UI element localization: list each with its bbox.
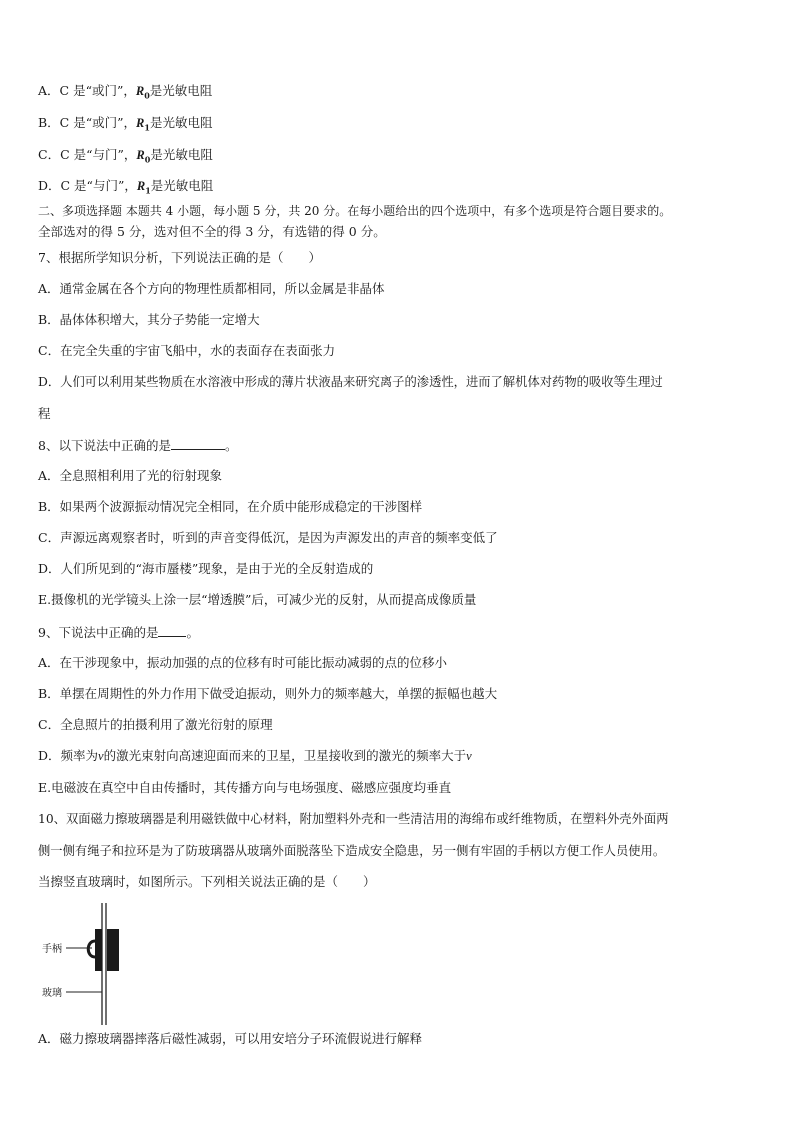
option-b-suffix: 是光敏电阻 bbox=[149, 115, 213, 130]
q9-option-d-var2: ν bbox=[466, 749, 472, 763]
option-d-resistor-sub: 1 bbox=[145, 185, 151, 196]
q9-option-a: A．在干涉现象中，振动加强的点的位移有时可能比振动减弱的点的位移小 bbox=[38, 655, 448, 670]
option-d-suffix: 是光敏电阻 bbox=[150, 178, 214, 193]
q10-option-a: A．磁力擦玻璃器摔落后磁性减弱，可以用安培分子环流假说进行解释 bbox=[38, 1031, 423, 1046]
q9-stem-line bbox=[38, 624, 199, 641]
option-c-prefix: C．C 是“ bbox=[38, 147, 93, 162]
cleaner-block-right bbox=[107, 929, 119, 971]
option-c-gate: 与门 bbox=[92, 147, 118, 162]
option-b-resistor: R bbox=[136, 116, 145, 130]
option-d-gate: 与门 bbox=[92, 178, 118, 193]
q8-option-b: B．如果两个波源振动情况完全相同，在介质中能形成稳定的干涉图样 bbox=[38, 499, 423, 514]
option-a-resistor-sub: 0 bbox=[144, 90, 150, 101]
q10-stem-line2: 侧一侧有绳子和拉环是为了防玻璃器从玻璃外面脱落坠下造成安全隐患，另一侧有牢固的手柄以方便工作人员使用。 bbox=[38, 844, 666, 858]
q9-answer-blank bbox=[158, 624, 186, 637]
option-a-mid: ”， bbox=[116, 83, 136, 98]
option-c-resistor: R bbox=[136, 148, 145, 162]
handle-icon bbox=[88, 941, 95, 957]
cleaner-block-left bbox=[95, 929, 102, 971]
q9-option-c: C．全息照片的拍摄利用了激光衍射的原理 bbox=[38, 717, 273, 732]
option-c-suffix: 是光敏电阻 bbox=[150, 147, 213, 162]
section2-line1: 二、多项选择题 本题共 4 小题，每小题 5 分，共 20 分。在每小题给出的四个选项中，有多个选项是符合题目要求的。 bbox=[38, 204, 672, 218]
option-b-prev bbox=[38, 115, 212, 136]
q9-option-b: B．单摆在周期性的外力作用下做受迫振动，则外力的频率越大，单摆的振幅也越大 bbox=[38, 686, 498, 701]
q9-option-d-mid: 的激光束射向高速迎面而来的卫星，卫星接收到的激光的频率大于 bbox=[103, 748, 467, 763]
q10-stem-line1: 10、双面磁力擦玻璃器是利用磁铁做中心材料，附加塑料外壳和一些清洁用的海绵布或纤维物质，在塑料外壳外面两 bbox=[38, 812, 669, 826]
q9-option-d-var: ν bbox=[98, 749, 104, 763]
option-a-gate: 或门 bbox=[91, 83, 117, 98]
option-b-resistor-sub: 1 bbox=[144, 122, 150, 133]
option-a-suffix: 是光敏电阻 bbox=[149, 83, 213, 98]
q8-stem: 8、以下说法中正确的是 bbox=[38, 438, 171, 453]
q8-answer-blank bbox=[171, 437, 225, 450]
q9-stem-end: 。 bbox=[186, 625, 199, 640]
q8-option-d: D．人们所见到的“海市蜃楼”现象，是由于光的全反射造成的 bbox=[38, 561, 374, 576]
q7-option-c: C．在完全失重的宇宙飞船中，水的表面存在表面张力 bbox=[38, 343, 336, 358]
option-a-resistor: R bbox=[135, 84, 145, 98]
q8-stem-line bbox=[38, 437, 237, 454]
q8-stem-end: 。 bbox=[224, 438, 238, 453]
option-b-mid: ”， bbox=[117, 115, 137, 130]
q9-stem: 9、下说法中正确的是 bbox=[38, 625, 159, 640]
option-c-resistor-sub: 0 bbox=[144, 154, 151, 165]
option-a-prefix: A．C 是“ bbox=[38, 83, 92, 98]
handle-label: 手柄 bbox=[42, 944, 62, 955]
q8-option-a: A．全息照相利用了光的衍射现象 bbox=[38, 468, 223, 483]
q10-stem-line3: 当擦竖直玻璃时，如图所示。下列相关说法正确的是（ ） bbox=[38, 874, 376, 889]
option-a-prev bbox=[38, 83, 212, 104]
option-d-mid: ”， bbox=[117, 178, 137, 193]
glass-cleaner-figure bbox=[40, 903, 130, 1025]
option-b-gate: 或门 bbox=[92, 115, 118, 130]
q8-option-c: C．声源远离观察者时，听到的声音变得低沉，是因为声源发出的声音的频率变低了 bbox=[38, 530, 498, 545]
option-d-prefix: D．C 是“ bbox=[38, 178, 93, 193]
q7-option-b: B．晶体体积增大，其分子势能一定增大 bbox=[38, 312, 260, 327]
q7-stem: 7、根据所学知识分析，下列说法正确的是（ ） bbox=[38, 250, 321, 265]
option-d-resistor: R bbox=[136, 179, 146, 193]
option-c-mid: ”， bbox=[117, 147, 137, 162]
glass-label: 玻璃 bbox=[42, 988, 62, 999]
option-b-prefix: B．C 是“ bbox=[38, 115, 93, 130]
q7-option-a: A．通常金属在各个方向的物理性质都相同，所以金属是非晶体 bbox=[38, 281, 385, 296]
q9-option-d-pre: D．频率为 bbox=[38, 748, 99, 763]
option-c-prev bbox=[38, 147, 213, 168]
q8-option-e: E.摄像机的光学镜头上涂一层“增透膜”后，可减少光的反射，从而提高成像质量 bbox=[38, 592, 477, 607]
q7-option-d-line2: 程 bbox=[38, 406, 51, 421]
q9-option-e: E.电磁波在真空中自由传播时，其传播方向与电场强度、磁感应强度均垂直 bbox=[38, 780, 452, 795]
option-d-prev bbox=[38, 178, 213, 199]
q7-option-d-line1: D．人们可以利用某些物质在水溶液中形成的薄片状液晶来研究离子的渗透性，进而了解机体对药物的吸收等生理过 bbox=[38, 375, 663, 389]
q9-option-d bbox=[38, 748, 472, 764]
section2-line2: 全部选对的得 5 分，选对但不全的得 3 分，有选错的得 0 分。 bbox=[38, 224, 386, 239]
